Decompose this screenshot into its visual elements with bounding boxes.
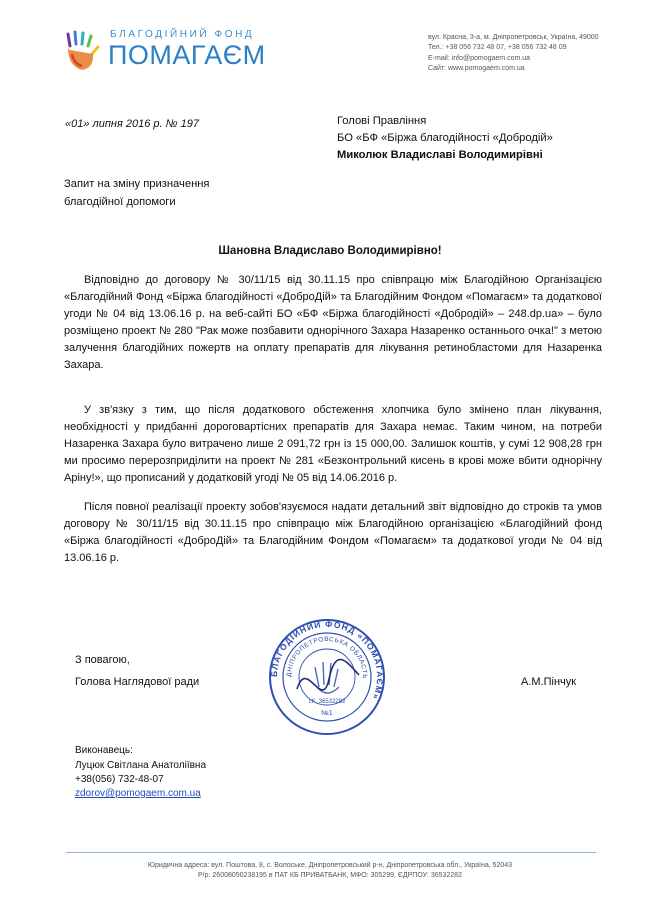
body-paragraph-2 [64, 402, 602, 487]
paragraph-3-text: Після повної реалізації проекту зобов'язуємося надати детальний звіт відповідно до строків та умов договору № 30/11/15 від 30.11.15 про співпрацю між Благодійною організацією «Благодійний фонд «Біржа благодійності «ДоброДій» та Благодійним Фондом «Помагаєм» та додаткової угоди № 04 від 13.06.16 р. [64, 501, 602, 564]
paragraph-1-text: Відповідно до договору № 30/11/15 від 30.11.15 про співпрацю між Благодійною Організацією «Благодійний Фонд «Біржа благодійності «ДоброДій» та Благодійним Фондом «Помагаєм» та додаткової угоди № 04 від 13.06.16 р. на веб-сайті БО «БФ «Біржа благодійності «Добродій» – 248.dp.ua» – було розміщено проект № 280 "Рак може позбавити однорічного Захара Назаренко останнього очка!" з метою залучення благодійних пожертв на оплату препаратів для лікування ретинобластоми для Назаренка Захара. [64, 274, 602, 371]
subject-line-1: Запит на зміну призначення [64, 178, 210, 190]
header-address: вул. Красна, 3-а, м. Дніпропетровськ, Україна, 49000 [428, 34, 599, 41]
header-website: Сайт: www.pomogaem.com.ua [428, 65, 525, 73]
svg-text:ДНІПРОПЕТРОВСЬКА ОБЛАСТЬ [286, 636, 368, 679]
body-paragraph-3 [64, 499, 602, 567]
letter-date-number: «01» липня 2016 р. № 197 [65, 118, 199, 130]
logo-title: ПОМАГАЄМ [108, 40, 266, 70]
paragraph-2-text: У зв'язку з тим, що після додаткового обстеження хлопчика було змінено план лікування, необхідності у придбанні дороговартісних препаратів для Захара немає. Таким чином, на потреби Назаренка Захара було витрачено лише 2 091,72 грн із 15 000,00. Залишок коштів, у сумі 12 908,28 грн ми просимо перерозприділити на проект № 281 «Безконтрольний кисень в крові може вбити однорічну Аріну!», що прописаний у додатковій угоді № 05 від 14.06.2016 р. [64, 404, 602, 484]
stamp-outer-text: БЛАГОДІЙНИЙ ФОНД «ПОМАГАЄМ» [268, 618, 386, 702]
organization-stamp-icon [267, 617, 387, 737]
letter-subject [64, 175, 284, 211]
footer-divider [66, 852, 596, 853]
subject-line-2: благодійної допомоги [64, 196, 176, 208]
letter-greeting: Шановна Владиславо Володимирівно! [218, 245, 442, 257]
signature-scribble [297, 659, 359, 690]
executor-label: Виконавець: [75, 745, 133, 756]
recipient-name: Миколюк Владиславі Володимирівні [337, 149, 543, 161]
header-email: E-mail: info@pomogaem.com.ua [428, 54, 531, 62]
header-contacts [428, 33, 653, 75]
signer-title: Голова Наглядової ради [75, 676, 200, 688]
recipient-position: Голові Правління [337, 115, 427, 127]
colorful-hand-logo-icon [62, 30, 100, 72]
header-phone: Тел.: +38 056 732 48 07, +38 056 732 48 09 [428, 44, 567, 52]
recipient-block [337, 113, 553, 164]
footer-legal [0, 861, 660, 881]
stamp-inner-text: ДНІПРОПЕТРОВСЬКА ОБЛАСТЬ [285, 635, 369, 680]
closing-regards: З повагою, [75, 654, 130, 666]
stamp-number: №1 [321, 710, 333, 717]
footer-legal-address: Юридична адреса: вул. Поштова, 8, с. Волоське, Дніпропетровський р-н, Дніпропетровська обл., Україна, 52043 [147, 862, 513, 869]
signer-name: А.М.Пінчук [521, 676, 577, 688]
recipient-organization: БО «БФ «Біржа благодійності «Добродій» [337, 132, 553, 144]
body-paragraph-1 [64, 272, 602, 373]
executor-name: Луцюк Світлана Анатоліївна [75, 760, 207, 771]
footer-bank-details: Р/р: 26008050238195 в ПАТ КБ ПРИВАТБАНК, МФО: 305299, ЄДРПОУ: 36532282 [198, 872, 462, 879]
executor-email-link[interactable]: zdorov@pomogaem.com.ua [75, 788, 201, 799]
executor-phone: +38(056) 732-48-07 [75, 774, 164, 785]
logo-subtitle: БЛАГОДІЙНИЙ ФОНД [110, 29, 255, 40]
stamp-code: І.К. 36532282 [308, 699, 346, 705]
